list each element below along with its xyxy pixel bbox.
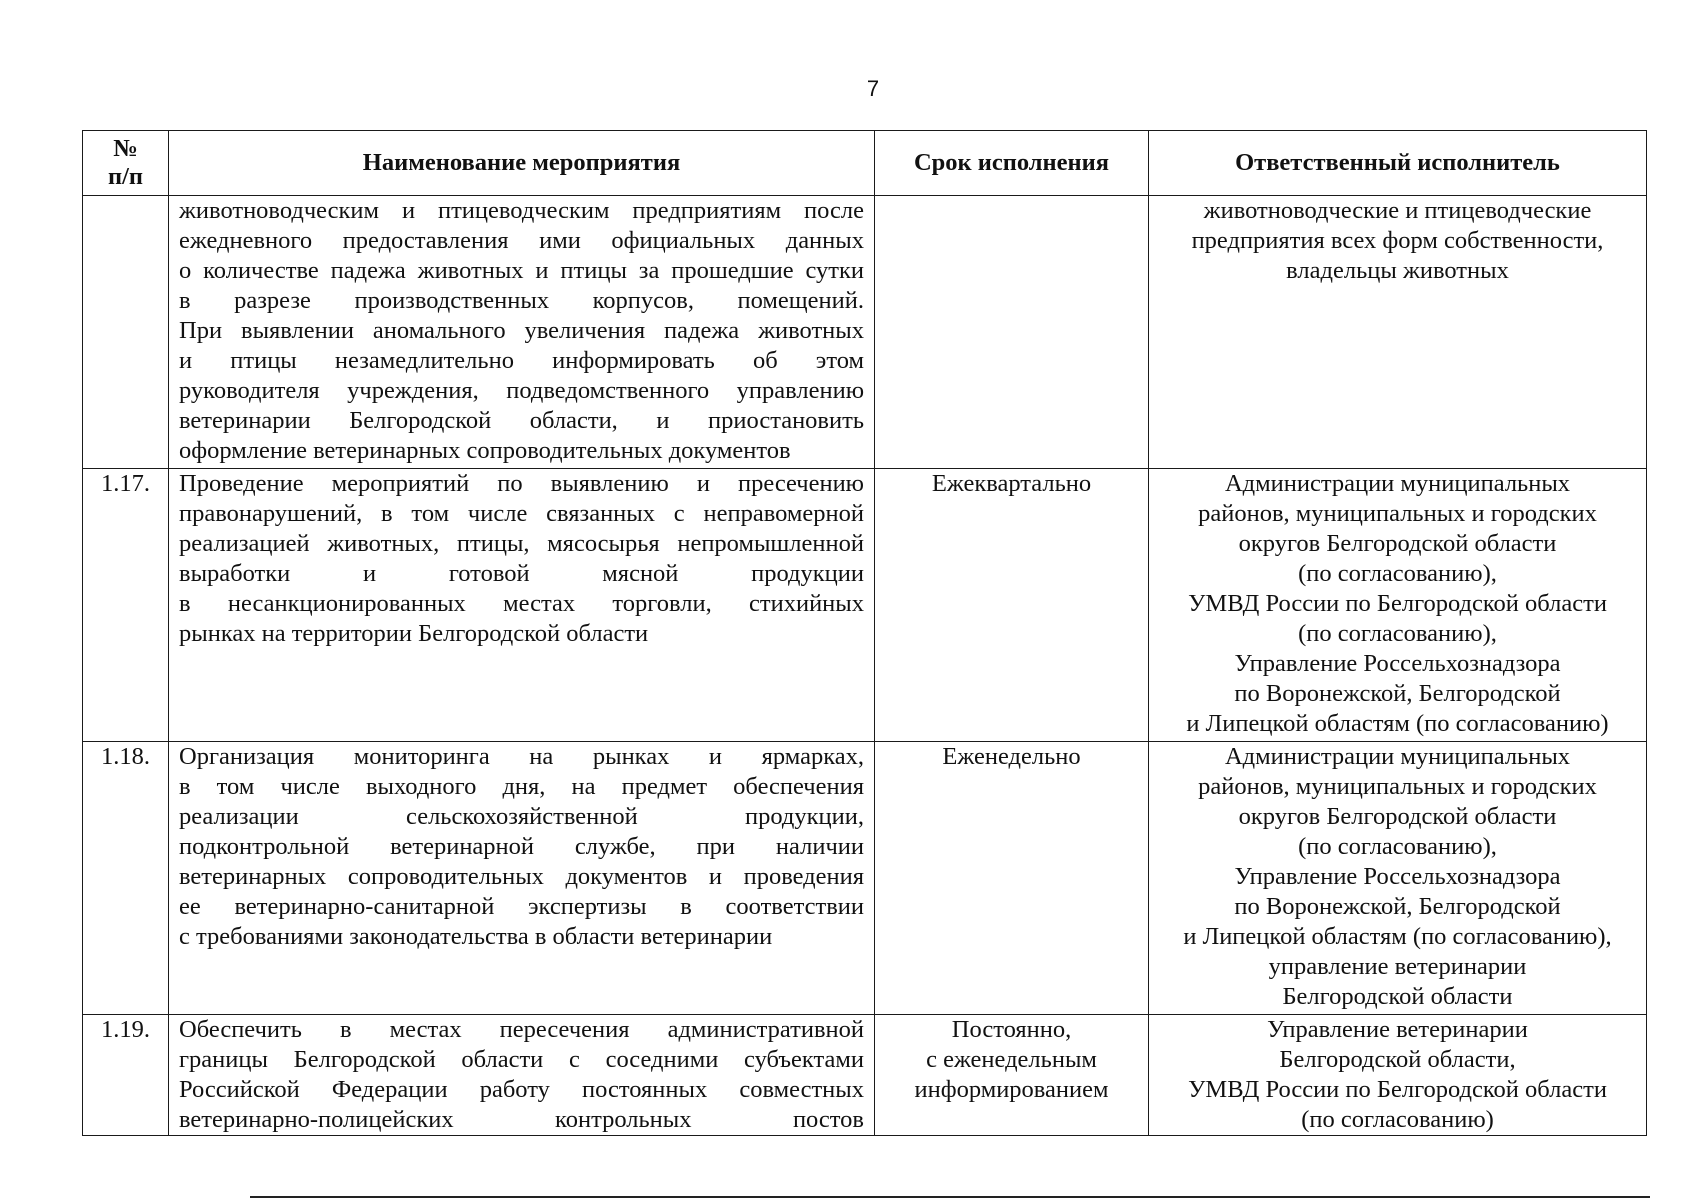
text-line: животноводческим и птицеводческим предприятиям после [179,197,864,224]
text-line: и птицы незамедлительно информировать об этом [179,347,864,374]
row-number: 1.17. [83,469,169,742]
row-number: 1.19. [83,1015,169,1136]
text-line: Белгородской области, [1279,1046,1516,1073]
row-responsible [1149,469,1647,742]
text-line: и Липецкой областям (по согласованию) [1186,710,1609,737]
text-line: животноводческие и птицеводческие [1203,197,1592,224]
text-line: ежедневного предоставления ими официальных данных [179,227,864,254]
text-line: УМВД России по Белгородской области [1188,590,1607,617]
row-measure-name [169,742,875,1015]
text-line: Обеспечить в местах пересечения административной [179,1016,864,1043]
text-line: владельцы животных [1286,257,1509,284]
row-responsible [1149,1015,1647,1136]
text-line: Еженедельно [942,743,1081,770]
text-line: Управление Россельхознадзора [1234,650,1561,677]
table-row [83,469,1647,742]
row-measure-name [169,196,875,469]
text-line: УМВД России по Белгородской области [1188,1076,1607,1103]
text-line: и Липецкой областям (по согласованию), [1183,923,1612,950]
row-number [83,196,169,469]
text-line: правонарушений, в том числе связанных с неправомерной [179,500,864,527]
text-line: (по согласованию), [1298,833,1497,860]
text-line: по Воронежской, Белгородской [1234,680,1561,707]
measures-table [82,130,1647,1136]
text-line: в разрезе производственных корпусов, помещений. [179,287,864,314]
header-measure-name: Наименование мероприятия [169,131,875,196]
text-line: Администрации муниципальных [1224,743,1571,770]
text-line: ветеринарии Белгородской области, и приостановить [179,407,864,434]
table-header-row [83,131,1647,196]
text-line: ветеринарно-полицейских контрольных постов [179,1106,864,1133]
page-number: 7 [866,76,880,101]
row-deadline [875,196,1149,469]
text-line: о количестве падежа животных и птицы за прошедшие сутки [179,257,864,284]
text-line: Организация мониторинга на рынках и ярмарках, [179,743,864,770]
text-line: управление ветеринарии [1268,953,1527,980]
text-line: информированием [914,1076,1109,1103]
header-deadline: Срок исполнения [875,131,1149,196]
row-number: 1.18. [83,742,169,1015]
text-line: Российской Федерации работу постоянных совместных [179,1076,864,1103]
text-line: в несанкционированных местах торговли, стихийных [179,590,864,617]
text-line: предприятия всех форм собственности, [1191,227,1604,254]
text-line: При выявлении аномального увеличения падежа животных [179,317,864,344]
text-line: подконтрольной ветеринарной службе, при наличии [179,833,864,860]
text-line: (по согласованию) [1301,1106,1494,1133]
text-line: в том числе выходного дня, на предмет обеспечения [179,773,864,800]
text-line: Ежеквартально [931,470,1092,497]
text-line: с еженедельным [926,1046,1097,1073]
text-line: руководителя учреждения, подведомственного управлению [179,377,864,404]
header-number-abbr: п/п [107,163,144,190]
text-line: реализацией животных, птицы, мясосырья непромышленной [179,530,864,557]
header-number [83,131,169,196]
text-line: с требованиями законодательства в области ветеринарии [179,923,773,950]
text-line: рынках на территории Белгородской области [179,620,649,647]
text-line: Управление Россельхознадзора [1234,863,1561,890]
row-deadline [875,1015,1149,1136]
row-responsible [1149,196,1647,469]
text-line: ветеринарных сопроводительных документов и проведения [179,863,864,890]
row-measure-name [169,1015,875,1136]
footer-divider [250,1196,1650,1198]
text-line: Постоянно, [951,1016,1072,1043]
row-measure-name [169,469,875,742]
text-line: выработки и готовой мясной продукции [179,560,864,587]
text-line: (по согласованию), [1298,560,1497,587]
row-deadline [875,469,1149,742]
text-line: районов, муниципальных и городских [1198,773,1597,800]
row-responsible [1149,742,1647,1015]
header-number-symbol: № [113,135,138,162]
text-line: Управление ветеринарии [1267,1016,1528,1043]
text-line: округов Белгородской области [1238,530,1557,557]
text-line: оформление ветеринарных сопроводительных документов [179,437,791,464]
text-line: по Воронежской, Белгородской [1234,893,1561,920]
text-line: (по согласованию), [1298,620,1497,647]
text-line: Проведение мероприятий по выявлению и пресечению [179,470,864,497]
text-line: ее ветеринарно-санитарной экспертизы в соответствии [179,893,864,920]
text-line: Белгородской области [1282,983,1513,1010]
text-line: Администрации муниципальных [1224,470,1571,497]
text-line: границы Белгородской области с соседними субъектами [179,1046,864,1073]
text-line: округов Белгородской области [1238,803,1557,830]
table-row [83,196,1647,469]
table-row [83,1015,1647,1136]
text-line: реализации сельскохозяйственной продукции, [179,803,864,830]
row-deadline [875,742,1149,1015]
header-responsible: Ответственный исполнитель [1149,131,1647,196]
text-line: районов, муниципальных и городских [1198,500,1597,527]
table-row [83,742,1647,1015]
